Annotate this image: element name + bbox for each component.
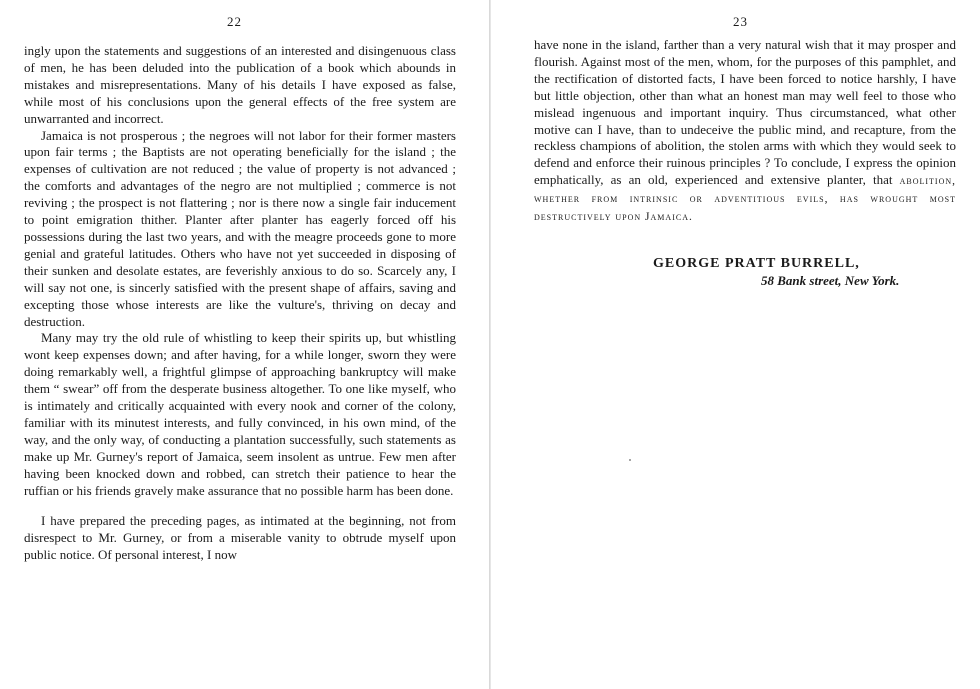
paragraph-1: ingly upon the statements and suggestions of an interested and disingenuous class of men, he has been deluded into the publication of a book which abounds in mistakes and misrepresentations. Many of his details I have exposed as false, while most of his conclusions upon the general effects of the free system are unwarranted and incorrect.: [24, 43, 456, 126]
paragraph-3: Many may try the old rule of whistling to keep their spirits up, but whistling wont keep expenses down; and after having, for a while longer, sworn they were doing remarkably well, a frightful glimpse of approaching bankruptcy will make them “ swear” off from the desperate business altogether. To one like myself, who is intimately and critically acquainted with every nook and corner of the colony, familiar with its minutest interests, and fully convinced, in his own mind, of the way, and the only way, of conducting a plantation successfully, such statements as make up Mr. Gurney's report of Jamaica, seem insolent as untrue. Few men after having been knocked down and robbed, can stretch their patience to hear the ruffian or his friends gravely make assurance that no possible harm has been done.: [24, 330, 456, 498]
page-number-right: 23: [733, 14, 748, 29]
closing-paragraph: [534, 37, 956, 226]
signature-address: 58 Bank street, New York.: [761, 273, 900, 288]
page-gutter-divider: [489, 0, 490, 689]
closing-emphasis-text: abolition, whether from intrinsic or adventitious evils, has wrought most destructively upon Jamaica.: [534, 175, 956, 224]
signature-name: GEORGE PRATT BURRELL,: [653, 256, 860, 271]
paragraph-2: Jamaica is not prosperous ; the negroes will not labor for their former masters upon fair terms ; the Baptists are not operating beneficially for the island ; the expenses of cultivation are not reduced ; the value of property is not advanced ; the comforts and advantages of the negro are not multiplied ; commerce is not reviving ; the prospect is not flattering ; nor is there now a single fair inducement to point emigration thither. Planter after planter has eagerly forced off his possessions during the last two years, and with the meagre proceeds gone to more genial and grateful latitudes. Others who have not yet succeeded in disposing of their sunken and desolate estates, are feverishly anxious to do so. Scarcely any, I will say not one, is sincerly satisfied with the present shape of affairs, saving and excepting those whose interests are like the vulture's, thriving on decay and destruction.: [24, 127, 456, 329]
paper-speck: [629, 459, 631, 461]
closing-paragraph-text: have none in the island, farther than a very natural wish that it may prosper and flourish. Against most of the men, whom, for the purposes of this pamphlet, and the rectification of distorted facts, I have been forced to notice harshly, I have but little objection, other than what an honest man may well feel to those who mislead ingenuous and important inquiry. Thus circumstanced, what other motive can I have, than to undeceive the public mind, and recapture, from the reckless champions of abolition, the stolen arms with which they would seek to defend and enforce their ruinous principles ? To conclude, I express the opinion emphatically, as an old, experienced and extensive planter, that: [534, 37, 956, 188]
page-number-left: 22: [227, 14, 242, 29]
paragraph-4: I have prepared the preceding pages, as intimated at the beginning, not from disrespect to Mr. Gurney, or from a miserable vanity to obtrude myself upon public notice. Of personal interest, I now: [24, 513, 456, 563]
right-page-body: [534, 37, 956, 226]
right-page: [491, 0, 980, 689]
left-page-body: [24, 43, 456, 564]
